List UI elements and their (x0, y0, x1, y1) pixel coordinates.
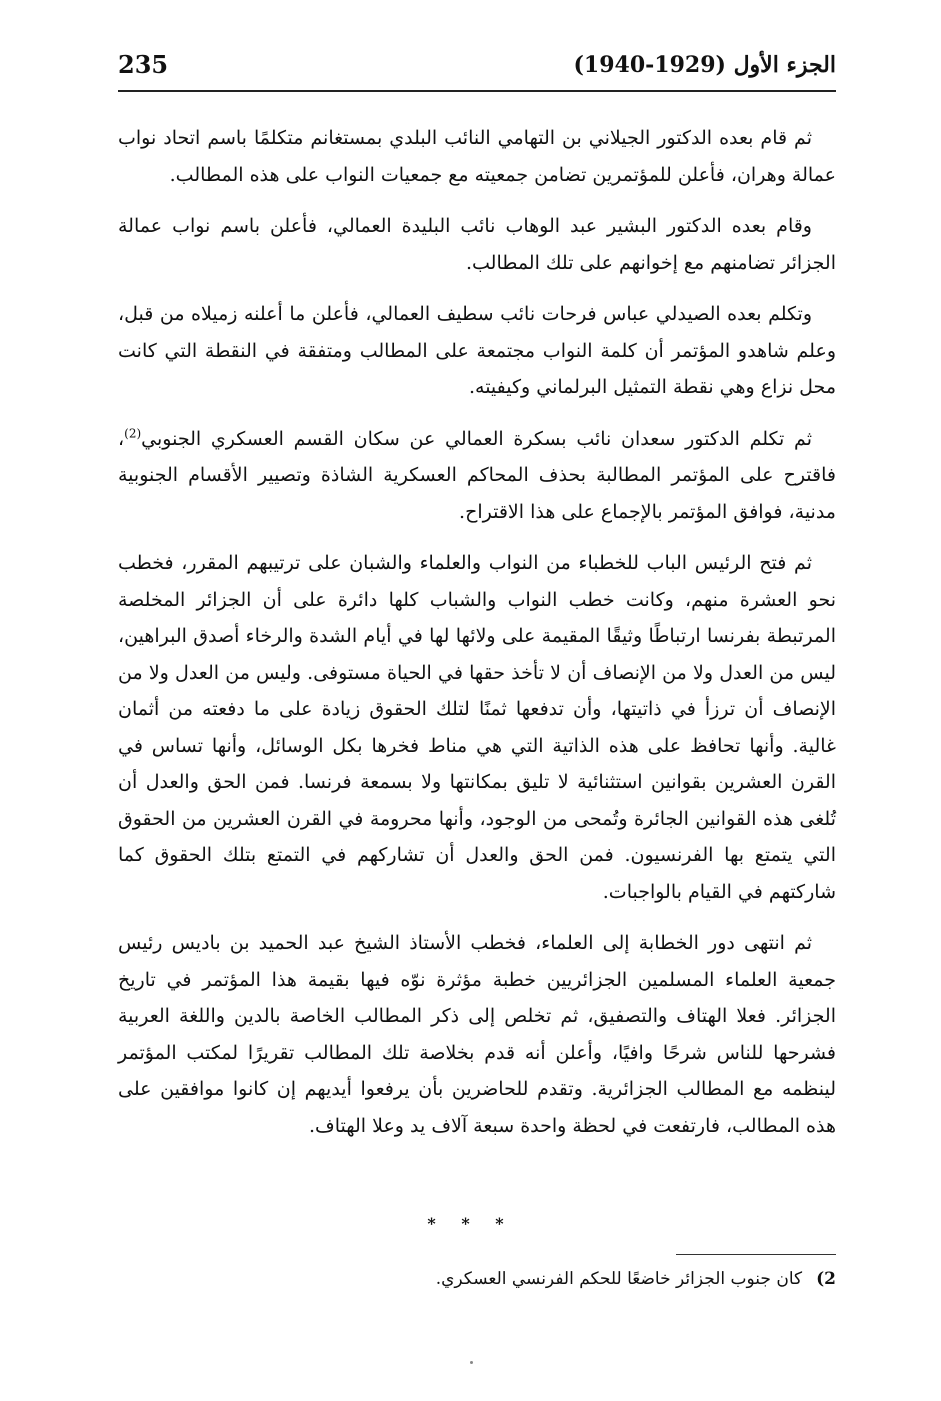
paragraph-5: ثم فتح الرئيس الباب للخطباء من النواب والعلماء والشبان على ترتيبهم المقرر، فخطب نحو العشرة منهم، وكانت خطب النواب والشباب كلها دائرة على أن الجزائر المخلصة المرتبطة بفرنسا ارتباطًا وثيقًا المقيمة على ولائها لها في أيام الشدة والرخاء أصدق البراهين، ليس من العدل ولا من الإنصاف أن لا تأخذ حقها في الحياة مستوفى. وليس من العدل ولا من الإنصاف أن ترزأ في ذاتيتها، وأن تدفعها ثمنًا لتلك الحقوق زيادة على ما دفعته من أثمان غالية. وأنها تحافظ على هذه الذاتية التي هي مناط فخرها بكل الوسائل، وأنها تساس في القرن العشرين بقوانين استثنائية لا تليق بمكانتها ولا بسمعة فرنسا. فمن الحق والعدل أن تُلغى هذه القوانين الجائرة وتُمحى من الوجود، وأنها محرومة في القرن العشرين من الحقوق التي يتمتع بها الفرنسيون. فمن الحق والعدل أن تشاركهم في التمتع بتلك الحقوق كما شاركتهم في القيام بالواجبات. (118, 552, 836, 903)
paragraph-6: ثم انتهى دور الخطابة إلى العلماء، فخطب الأستاذ الشيخ عبد الحميد بن باديس رئيس جمعية العلماء المسلمين الجزائريين خطبة مؤثرة نوّه فيها بقيمة هذا المؤتمر في تاريخ الجزائر. فعلا الهتاف والتصفيق، ثم تخلص إلى ذكر المطالب الخاصة بالدين واللغة العربية فشرحها للناس شرحًا وافيًا، وأعلن أنه قدم بخلاصة تلك المطالب تقريرًا لمكتب المؤتمر لينظمه مع المطالب الجزائرية. وتقدم للحاضرين بأن يرفعوا أيديهم إن كانوا موافقين على هذه المطالب، فارتفعت في لحظة واحدة سبعة آلاف يد وعلا الهتاف. (118, 932, 836, 1137)
paragraph-4 (118, 421, 836, 531)
paragraph-4-rest: ، فاقترح على المؤتمر المطالبة بحذف المحاكم العسكرية الشاذة وتصيير الأقسام الجنوبية مدنية، فوافق المؤتمر بالإجماع على هذا الاقتراح. (118, 427, 836, 523)
footnote-rule (676, 1254, 836, 1255)
paragraph-1: ثم قام بعده الدكتور الجيلاني بن التهامي النائب البلدي بمستغانم متكلمًا باسم اتحاد نواب عمالة وهران، فأعلن للمؤتمرين تضامن جمعيته مع جمعيات النواب على هذه المطالب. (118, 127, 836, 186)
paragraph-4-lead: ثم تكلم الدكتور سعدان نائب بسكرة العمالي عن سكان القسم العسكري الجنوبي (141, 427, 812, 450)
header-rule (118, 90, 836, 92)
footnote (118, 1264, 836, 1294)
footnote-marker: 2) (816, 1269, 836, 1289)
page-header (118, 50, 836, 90)
running-head: الجزء الأول (1929-1940) (573, 52, 836, 78)
body-text (118, 120, 836, 1159)
paragraph-2: وقام بعده الدكتور البشير عبد الوهاب نائب البليدة العمالي، فأعلن باسم نواب عمالة الجزائر تضامنهم مع إخوانهم على تلك المطالب. (118, 215, 836, 274)
scan-speck (470, 1361, 473, 1364)
footnote-text: كان جنوب الجزائر خاضعًا للحكم الفرنسي العسكري. (435, 1269, 803, 1289)
paragraph-3: وتكلم بعده الصيدلي عباس فرحات نائب سطيف العمالي، فأعلن ما أعلنه زميلاه من قبل، وعلم شاهدو المؤتمر أن كلمة النواب مجتمعة على المطالب ومتفقة في النقطة التي كانت محل نزاع وهي نقطة التمثيل البرلماني وكيفيته. (118, 303, 836, 398)
section-ornament: * * * (427, 1214, 514, 1233)
page-number: 235 (118, 50, 169, 79)
footnote-reference: (2) (124, 426, 142, 441)
